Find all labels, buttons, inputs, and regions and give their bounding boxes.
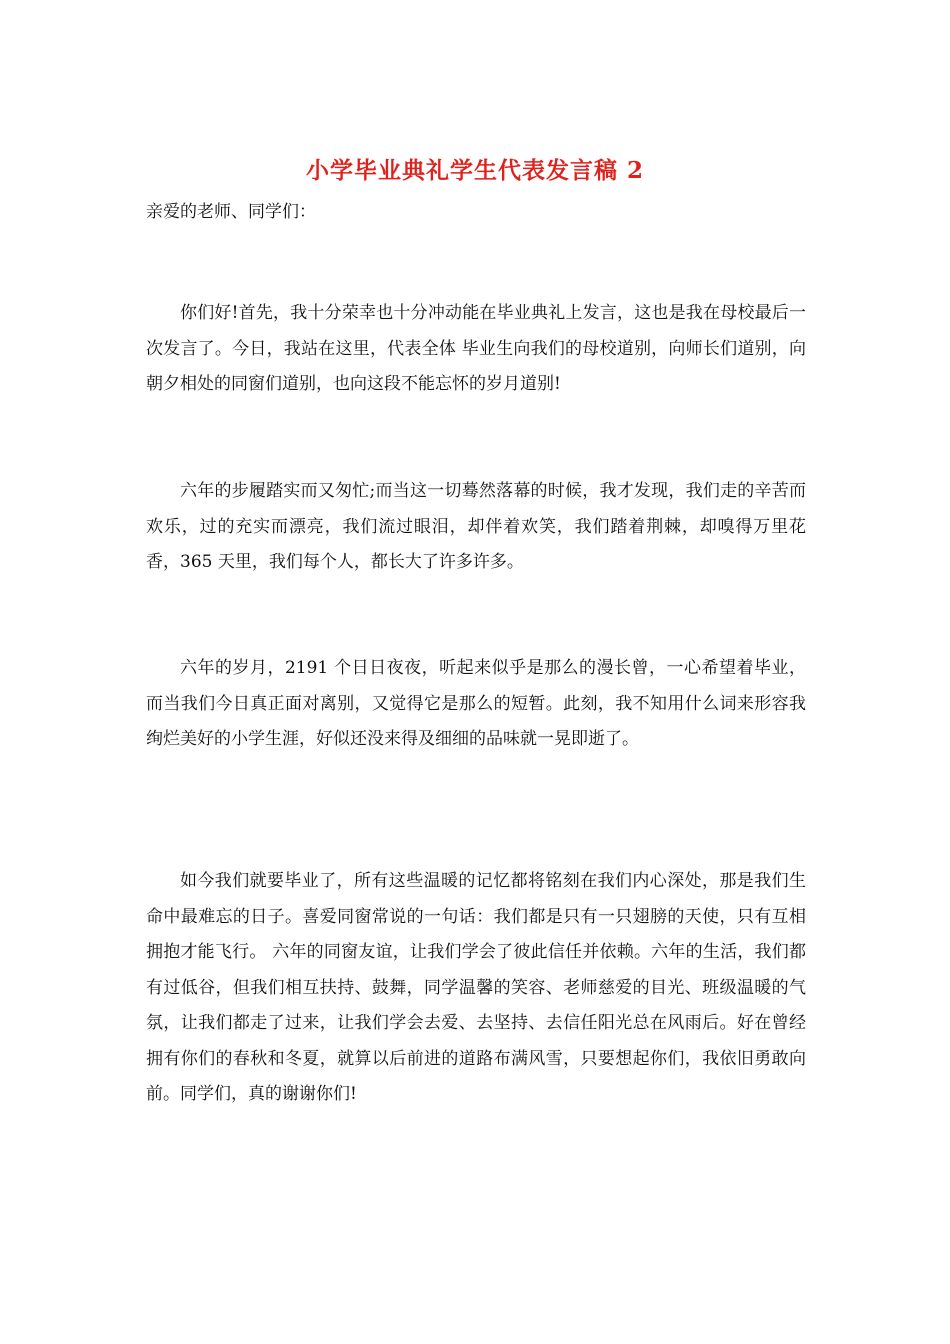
salutation: 亲爱的老师、同学们： (146, 202, 316, 222)
paragraph-3: 六年的岁月，2191 个日日夜夜，听起来似乎是那么的漫长曾，一心希望着毕业，而当我们今日真正面对离别，又觉得它是那么的短暂。此刻，我不知用什么词来形容我绚烂美好的小学生涯，好似还没来得及细细的品味就一晃即逝了。 (146, 658, 806, 749)
paragraph-1: 你们好!首先，我十分荣幸也十分冲动能在毕业典礼上发言，这也是我在母校最后一次发言了。今日，我站在这里，代表全体 毕业生向我们的母校道别，向师长们道别，向朝夕相处的同窗们道别，也向这段不能忘怀的岁月道别! (146, 303, 806, 394)
paragraph-4: 如今我们就要毕业了，所有这些温暖的记忆都将铭刻在我们内心深处，那是我们生命中最难忘的日子。喜爱同窗常说的一句话：我们都是只有一只翅膀的天使，只有互相拥抱才能飞行。 六年的同窗友谊，让我们学会了彼此信任并依赖。六年的生活，我们都有过低谷，但我们相互扶持、鼓舞，同学温馨的笑容、老师慈爱的目光、班级温暖的气氛，让我们都走了过来，让我们学会去爱、去坚持、去信任阳光总在风雨后。好在曾经拥有你们的春秋和冬夏，就算以后前进的道路布满风雪，只要想起你们，我依旧勇敢向前。同学们，真的谢谢你们! (146, 871, 806, 1104)
page-title: 小学毕业典礼学生代表发言稿 2 (305, 157, 644, 184)
paragraph-2: 六年的步履踏实而又匆忙;而当这一切蓦然落幕的时候，我才发现，我们走的辛苦而欢乐，过的充实而漂亮，我们流过眼泪，却伴着欢笑，我们踏着荆棘，却嗅得万里花香，365 天里，我们每个人，都长大了许多许多。 (146, 481, 806, 572)
